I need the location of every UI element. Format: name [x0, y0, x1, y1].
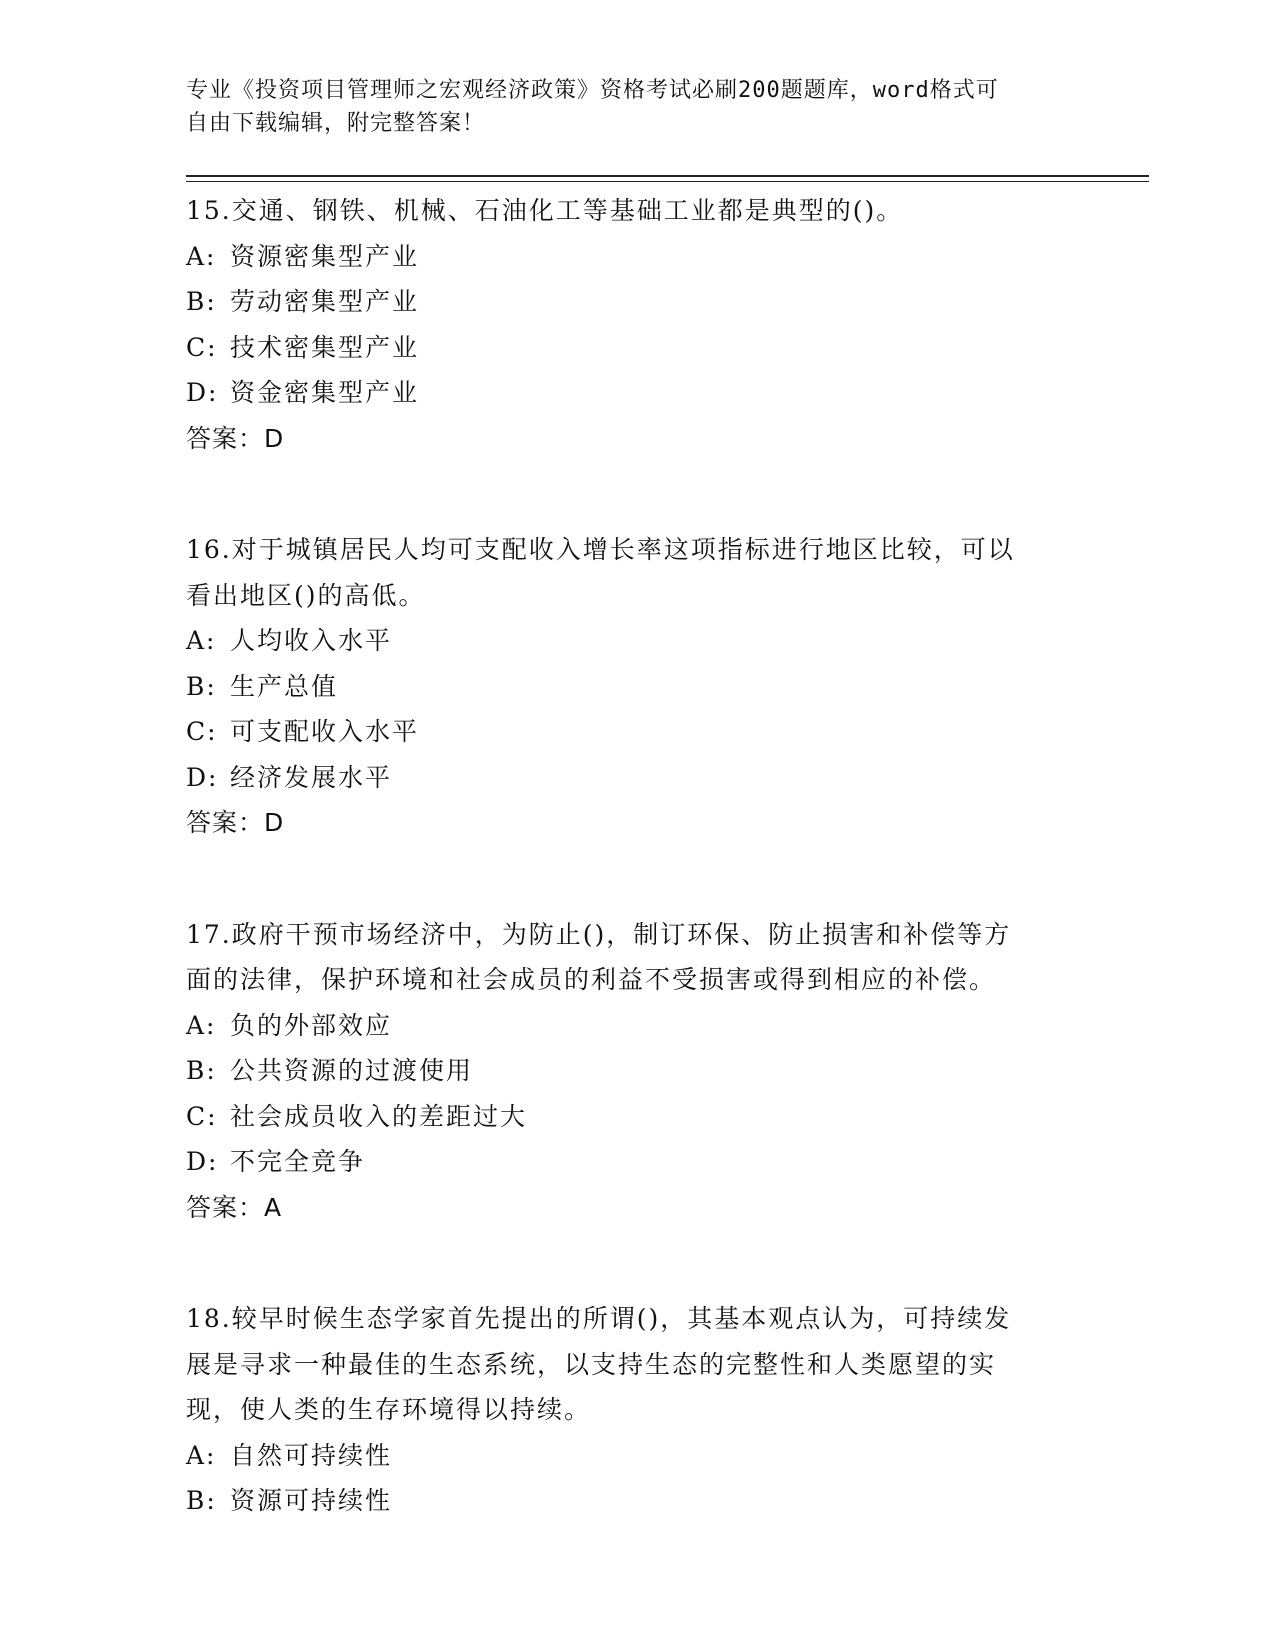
option-row — [186, 755, 1086, 801]
question-stem-line: 看出地区()的高低。 — [186, 580, 426, 610]
option-key: B: — [186, 671, 217, 701]
option-row — [186, 279, 1086, 325]
answer-line: 答案：D — [186, 423, 285, 453]
question-block — [186, 188, 1086, 461]
option-text: 自然可持续性 — [230, 1440, 393, 1470]
option-row — [186, 1433, 1086, 1479]
option-row — [186, 618, 1086, 664]
option-text: 生产总值 — [230, 671, 339, 701]
question-stem-line: 15.交通、钢铁、机械、石油化工等基础工业都是典型的()。 — [186, 196, 904, 225]
option-row — [186, 370, 1086, 416]
option-key: D: — [186, 1147, 219, 1176]
question-stem-line: 现，使人类的生存环境得以持续。 — [186, 1395, 592, 1424]
option-row — [186, 325, 1086, 371]
option-row — [186, 1478, 1086, 1524]
option-text: 社会成员收入的差距过大 — [230, 1101, 528, 1131]
option-key: A: — [186, 1440, 217, 1470]
option-key: C: — [186, 717, 218, 746]
option-text: 可支配收入水平 — [230, 717, 420, 746]
question-stem-line: 展是寻求一种最佳的生态系统，以支持生态的完整性和人类愿望的实 — [186, 1349, 997, 1379]
option-text: 经济发展水平 — [230, 762, 393, 792]
option-key: A: — [186, 241, 217, 271]
question-block — [186, 1296, 1086, 1524]
option-row — [186, 709, 1086, 755]
option-text: 资金密集型产业 — [230, 378, 420, 407]
answer-line: 答案：D — [186, 808, 285, 837]
question-stem-line: 18.较早时候生态学家首先提出的所谓()，其基本观点认为，可持续发 — [186, 1304, 1012, 1333]
header-line-2: 自由下载编辑，附完整答案！ — [186, 111, 486, 136]
option-key: A: — [186, 626, 217, 655]
question-stem-line: 面的法律，保护环境和社会成员的利益不受损害或得到相应的补偿。 — [186, 965, 997, 994]
header-line-1: 专业《投资项目管理师之宏观经济政策》资格考试必刷200题题库，word格式可 — [186, 78, 999, 103]
question-list — [186, 188, 1086, 1590]
option-row — [186, 664, 1086, 710]
option-text: 负的外部效应 — [230, 1010, 393, 1040]
option-key: B: — [186, 1056, 217, 1085]
question-block — [186, 912, 1086, 1231]
option-key: D: — [186, 762, 219, 792]
option-key: D: — [186, 378, 219, 407]
option-row — [186, 1139, 1086, 1185]
option-text: 不完全竞争 — [230, 1147, 366, 1176]
option-row — [186, 1094, 1086, 1140]
option-key: C: — [186, 332, 218, 362]
option-text: 技术密集型产业 — [230, 332, 420, 362]
option-text: 人均收入水平 — [230, 626, 393, 655]
header-divider-thick — [186, 175, 1149, 177]
option-row — [186, 1048, 1086, 1094]
header-divider-thin — [186, 181, 1149, 182]
option-text: 资源可持续性 — [230, 1486, 393, 1515]
option-row — [186, 1003, 1086, 1049]
question-stem-line: 17.政府干预市场经济中，为防止()，制订环保、防止损害和补偿等方 — [186, 919, 1012, 949]
question-stem-line: 16.对于城镇居民人均可支配收入增长率这项指标进行地区比较，可以 — [186, 535, 1015, 564]
answer-line: 答案：A — [186, 1192, 283, 1222]
option-text: 劳动密集型产业 — [230, 287, 420, 316]
option-text: 资源密集型产业 — [230, 241, 420, 271]
option-key: B: — [186, 287, 217, 316]
option-row — [186, 234, 1086, 280]
option-key: A: — [186, 1010, 217, 1040]
question-block — [186, 527, 1086, 846]
document-header — [186, 74, 1066, 140]
option-key: B: — [186, 1486, 217, 1515]
option-key: C: — [186, 1101, 218, 1131]
option-text: 公共资源的过渡使用 — [230, 1056, 474, 1085]
